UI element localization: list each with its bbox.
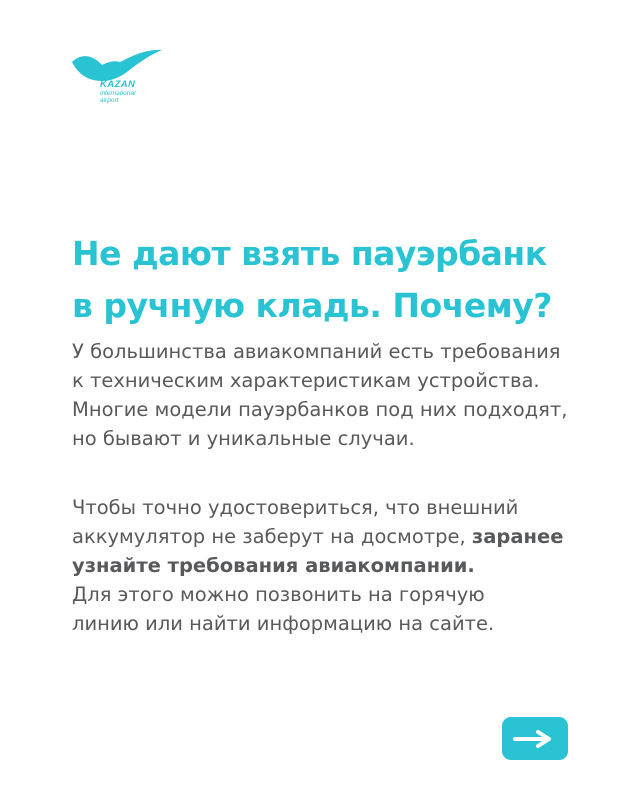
paragraph-line: Многие модели пауэрбанков под них подходят, bbox=[72, 398, 568, 421]
paragraph-line: У большинства авиакомпаний есть требования bbox=[72, 340, 561, 363]
paragraph-line-mixed bbox=[72, 522, 592, 551]
paragraph-line: линию или найти информацию на сайте. bbox=[72, 612, 495, 635]
headline-line-1: Не дают взять пауэрбанк bbox=[72, 234, 547, 273]
paragraph-line: но бывают и уникальные случаи. bbox=[72, 427, 415, 450]
logo-name: KAZAN bbox=[100, 79, 136, 90]
arrow-right-icon bbox=[513, 729, 557, 749]
kazan-airport-logo bbox=[70, 48, 180, 118]
next-slide-button[interactable] bbox=[502, 717, 568, 760]
paragraph-line: Для этого можно позвонить на горячую bbox=[72, 583, 485, 606]
logo-text bbox=[100, 80, 135, 104]
logo-sub-international: international bbox=[100, 89, 136, 97]
paragraph-line-emphasis bbox=[72, 551, 592, 580]
paragraph-emphasis: узнайте требования авиакомпании. bbox=[72, 554, 475, 577]
paragraph-line: к техническим характеристикам устройства. bbox=[72, 369, 540, 392]
headline-line-2: в ручную кладь. Почему? bbox=[72, 286, 552, 325]
paragraph-requirements bbox=[72, 337, 592, 453]
paragraph-emphasis: заранее bbox=[471, 525, 564, 548]
headline bbox=[72, 228, 612, 332]
paragraph-text: аккумулятор не заберут на досмотре, bbox=[72, 525, 472, 548]
paragraph-line: Чтобы точно удостовериться, что внешний bbox=[72, 496, 519, 519]
logo-sub-airport: airport bbox=[100, 96, 119, 104]
paragraph-advice bbox=[72, 493, 592, 638]
